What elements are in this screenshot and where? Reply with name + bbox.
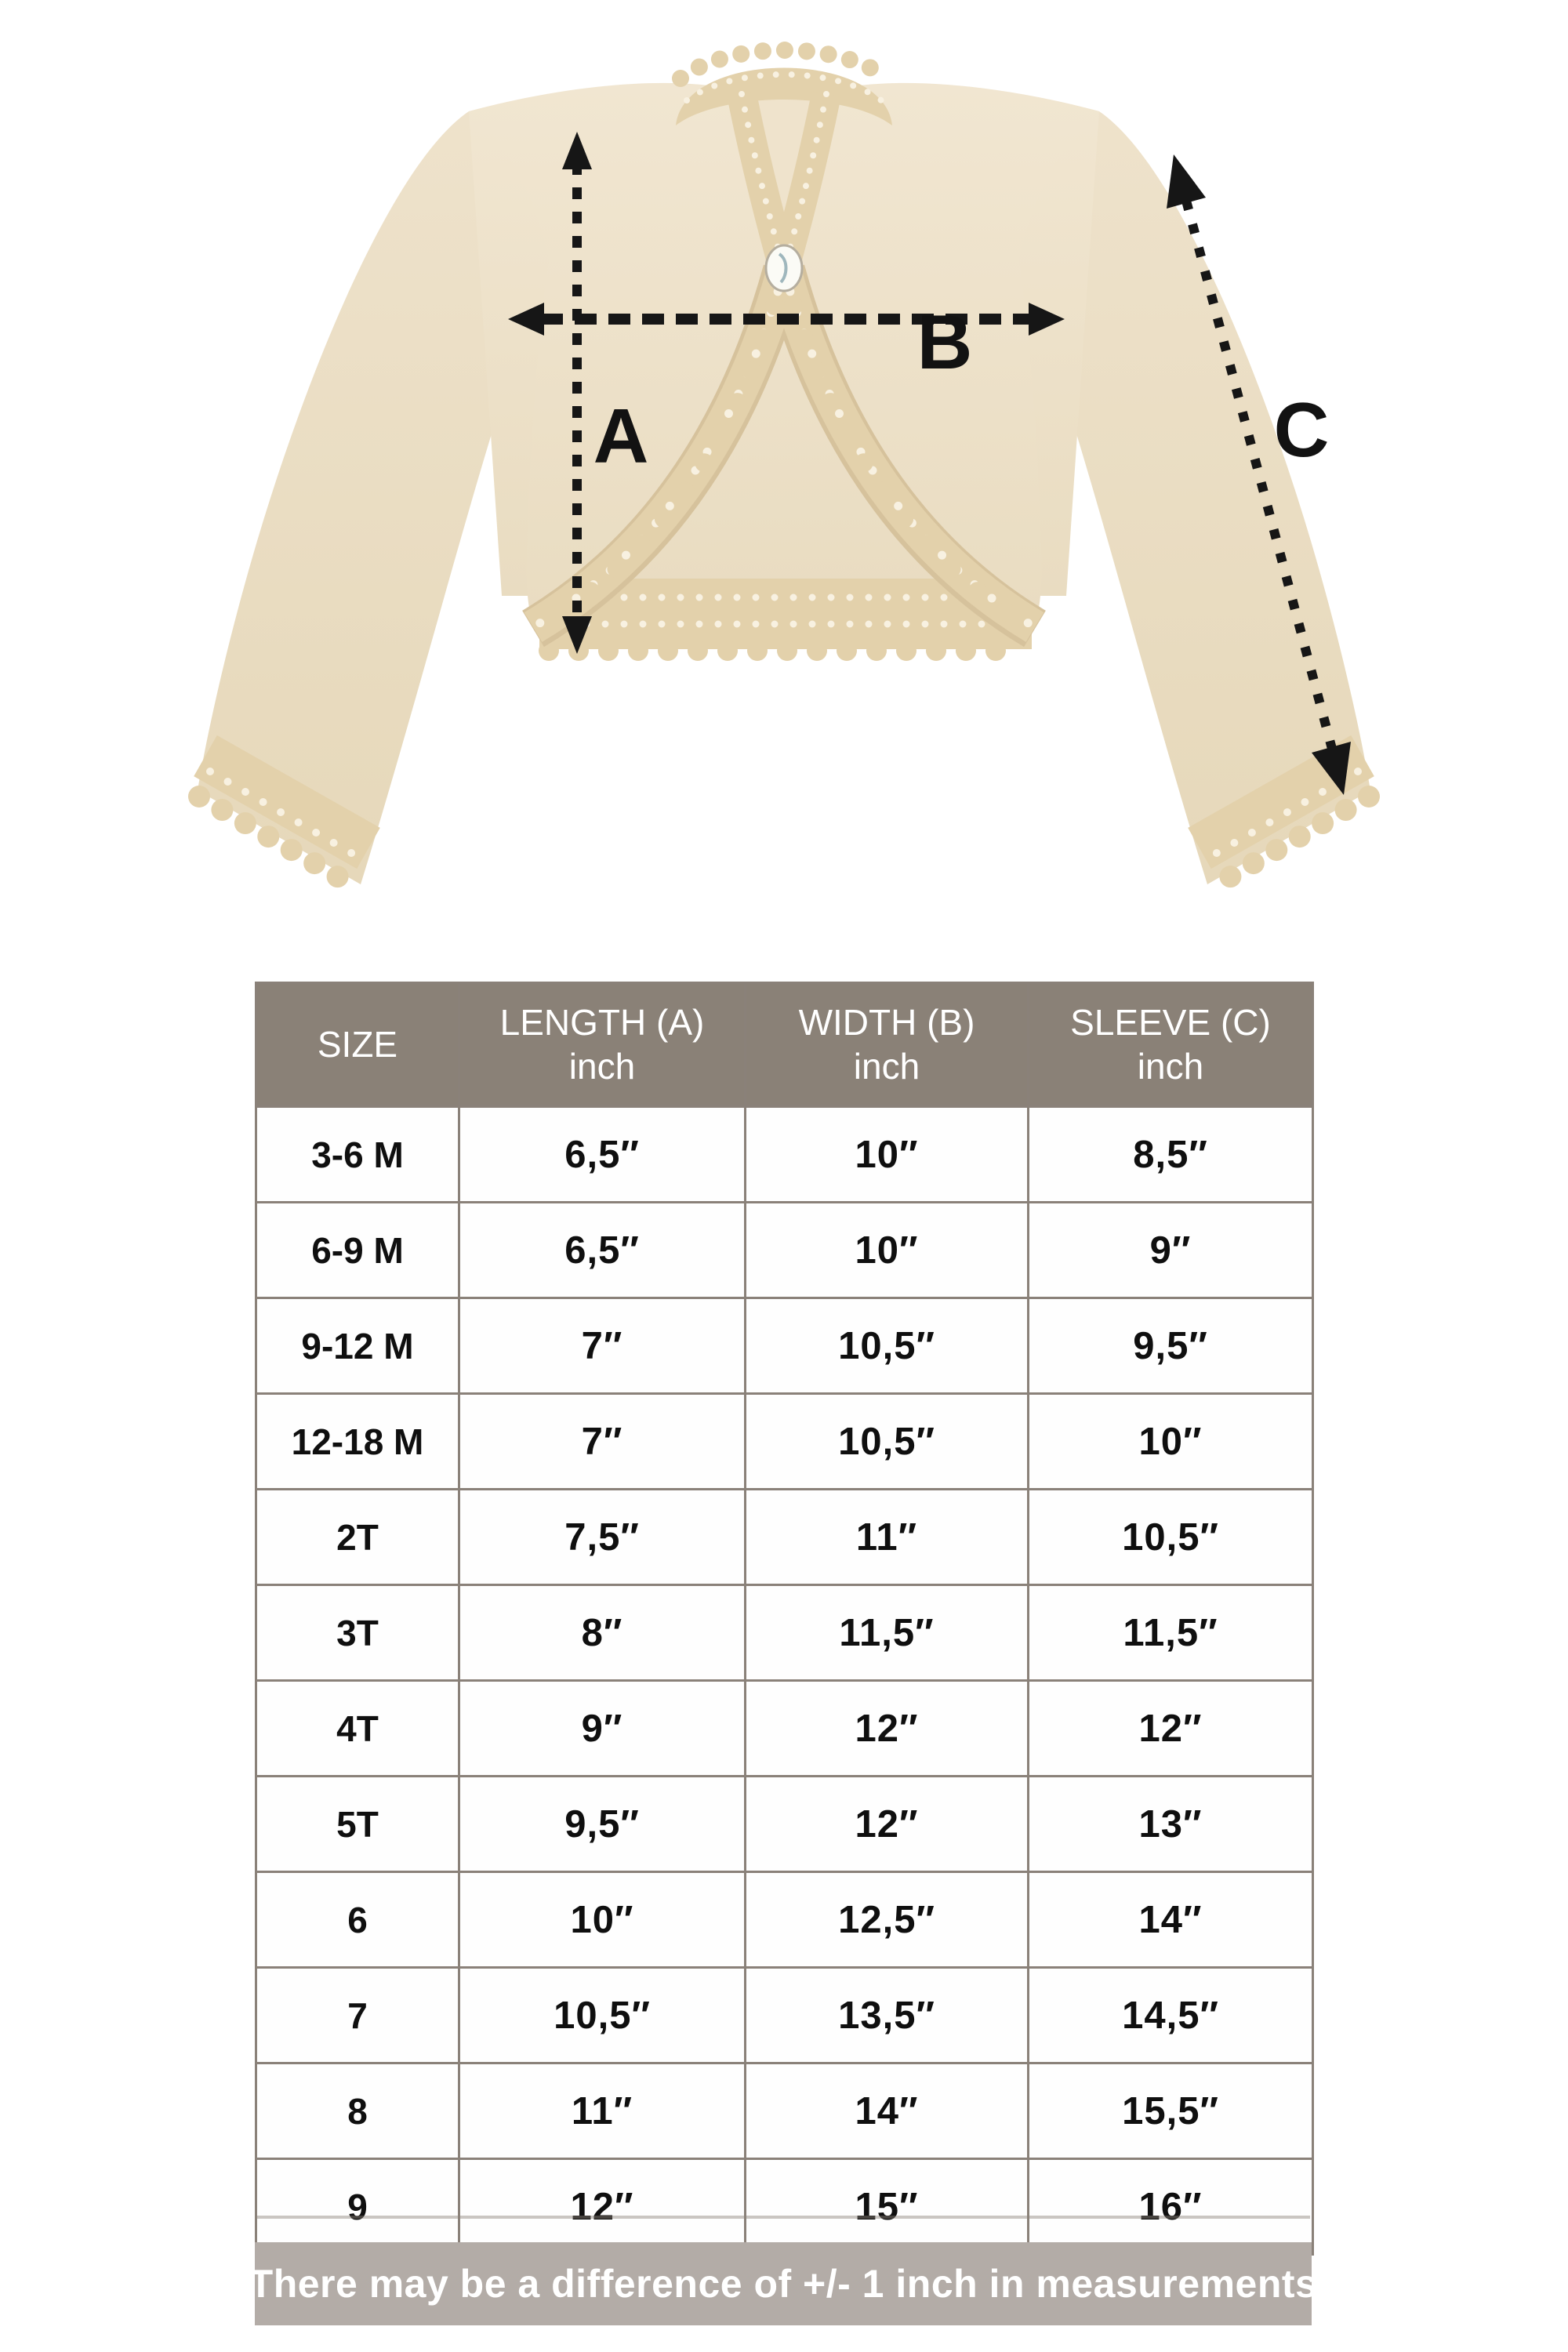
size-cell: 4T <box>256 1681 459 1777</box>
table-row <box>256 1394 1313 1490</box>
column-header-width <box>746 983 1029 1107</box>
width-cell: 10,5″ <box>746 1298 1029 1394</box>
label-width-b: B <box>916 299 973 385</box>
width-cell: 13,5″ <box>746 1968 1029 2063</box>
size-cell: 5T <box>256 1777 459 1872</box>
width-cell: 12,5″ <box>746 1872 1029 1968</box>
width-cell: 15″ <box>746 2159 1029 2255</box>
table-row <box>256 1106 1313 1203</box>
table-row <box>256 1585 1313 1681</box>
column-label: WIDTH (B) <box>798 1001 975 1043</box>
sleeve-cell: 12″ <box>1029 1681 1313 1777</box>
sleeve-cell: 14″ <box>1029 1872 1313 1968</box>
table-row <box>256 2159 1313 2255</box>
width-cell: 11,5″ <box>746 1585 1029 1681</box>
label-sleeve-c: C <box>1273 387 1330 473</box>
size-cell: 7 <box>256 1968 459 2063</box>
length-cell: 10,5″ <box>459 1968 746 2063</box>
length-cell: 7,5″ <box>459 1490 746 1585</box>
tolerance-note: There may be a difference of +/- 1 inch in measurements <box>255 2242 1312 2325</box>
size-table-body <box>256 1106 1313 2255</box>
length-cell: 6,5″ <box>459 1203 746 1298</box>
width-cell: 14″ <box>746 2063 1029 2159</box>
size-cell: 3T <box>256 1585 459 1681</box>
table-row <box>256 1298 1313 1394</box>
table-row <box>256 1681 1313 1777</box>
table-row <box>256 1490 1313 1585</box>
sleeve-cell: 16″ <box>1029 2159 1313 2255</box>
column-unit: inch <box>853 1046 920 1087</box>
sleeve-cell: 15,5″ <box>1029 2063 1313 2159</box>
table-row <box>256 1968 1313 2063</box>
sleeve-cell: 9″ <box>1029 1203 1313 1298</box>
table-row <box>256 1777 1313 1872</box>
size-cell: 6 <box>256 1872 459 1968</box>
length-cell: 11″ <box>459 2063 746 2159</box>
button <box>766 245 802 291</box>
sleeve-cell: 14,5″ <box>1029 1968 1313 2063</box>
column-label: LENGTH (A) <box>499 1001 705 1043</box>
width-cell: 12″ <box>746 1681 1029 1777</box>
size-table-header <box>256 983 1313 1107</box>
garment-measurement-diagram <box>0 0 1568 949</box>
column-label: SLEEVE (C) <box>1070 1001 1271 1043</box>
sleeve-cell: 9,5″ <box>1029 1298 1313 1394</box>
length-cell: 9,5″ <box>459 1777 746 1872</box>
size-cell: 6-9 M <box>256 1203 459 1298</box>
length-cell: 9″ <box>459 1681 746 1777</box>
table-row <box>256 1203 1313 1298</box>
width-cell: 10″ <box>746 1106 1029 1203</box>
size-table <box>255 982 1314 2256</box>
size-cell: 12-18 M <box>256 1394 459 1490</box>
width-cell: 11″ <box>746 1490 1029 1585</box>
width-cell: 10,5″ <box>746 1394 1029 1490</box>
sleeve-cell: 13″ <box>1029 1777 1313 1872</box>
width-cell: 12″ <box>746 1777 1029 1872</box>
size-cell: 8 <box>256 2063 459 2159</box>
length-cell: 6,5″ <box>459 1106 746 1203</box>
width-cell: 10″ <box>746 1203 1029 1298</box>
length-cell: 12″ <box>459 2159 746 2255</box>
column-header-sleeve <box>1029 983 1313 1107</box>
column-unit: inch <box>568 1046 636 1087</box>
length-cell: 7″ <box>459 1394 746 1490</box>
size-cell: 9-12 M <box>256 1298 459 1394</box>
column-header-length <box>459 983 746 1107</box>
sleeve-cell: 10,5″ <box>1029 1490 1313 1585</box>
length-cell: 7″ <box>459 1298 746 1394</box>
table-row <box>256 1872 1313 1968</box>
size-cell: 2T <box>256 1490 459 1585</box>
label-length-a: A <box>593 393 649 479</box>
cardigan-illustration <box>0 0 1568 949</box>
length-cell: 8″ <box>459 1585 746 1681</box>
size-cell: 9 <box>256 2159 459 2255</box>
table-shadow <box>256 2216 1310 2219</box>
length-cell: 10″ <box>459 1872 746 1968</box>
column-label: SIZE <box>317 1023 398 1065</box>
column-header-size <box>256 983 459 1107</box>
size-cell: 3-6 M <box>256 1106 459 1203</box>
table-row <box>256 2063 1313 2159</box>
sleeve-cell: 11,5″ <box>1029 1585 1313 1681</box>
column-unit: inch <box>1137 1046 1204 1087</box>
sleeve-cell: 8,5″ <box>1029 1106 1313 1203</box>
sleeve-cell: 10″ <box>1029 1394 1313 1490</box>
